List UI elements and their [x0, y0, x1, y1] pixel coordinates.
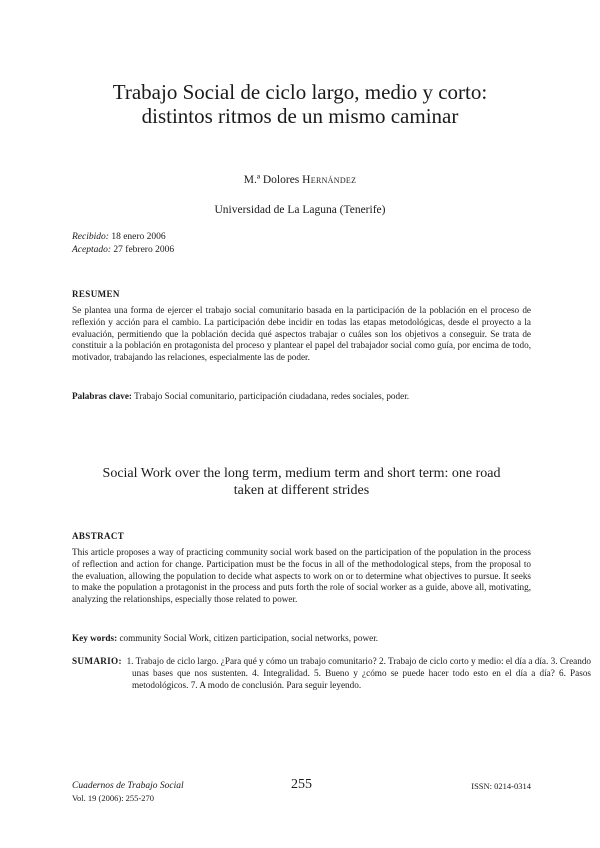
journal-volume: Vol. 19 (2006): 255-270 — [72, 793, 155, 803]
english-title-line-2: taken at different strides — [233, 483, 370, 498]
page-number: 255 — [291, 777, 312, 792]
abstract-keywords-value: community Social Work, citizen participation, social networks, power. — [119, 633, 379, 643]
received-date — [72, 231, 174, 244]
abstract-text: This article proposes a way of practicing community social work based on the participation of the population in the process of reflection and action for change. Participation must be the focus in all of the methodological steps, from the proposal to the evaluation, allowing the population to decide what aspects to work on or to determine what objectives to pursue. It seeks to make the population a protagonist in the process and puts forth the role of social worker as a guide, above all, motivating, analyzing the relationships, especially those related to power. — [72, 547, 531, 605]
resumen-heading: RESUMEN — [72, 289, 120, 299]
sumario-text: 1. Trabajo de ciclo largo. ¿Para qué y cómo un trabajo comunitario? 2. Trabajo de ciclo corto y medio: el día a día. 3. Creando unas bases que nos sustenten. 4. Integralidad. 5. Bueno y ¿cómo se puede hacer todo esto en el día a día? 6. Pasos metodológicos. 7. A modo de conclusión. Para seguir leyendo. — [126, 656, 592, 690]
resumen-text: Se plantea una forma de ejercer el trabajo social comunitario basada en la participación de la población en el proceso de reflexión y acción para el cambio. La participación debe incidir en todas las etapas metodológicas, desde el proyecto a la evaluación, permitiendo que la población decida qué aspectos trabajar o cuáles son los objetivos a conseguir. Se trata de constituir a la población en protagonista del proceso y plantear el papel del trabajador social como guía, por encima de todo, motivador, trabajando las relaciones, especialmente las de poder. — [72, 305, 531, 363]
article-title-line-2: distintos ritmos de un mismo caminar — [141, 104, 459, 128]
author-first-name: M.ª Dolores — [243, 174, 300, 186]
journal-name: Cuadernos de Trabajo Social — [72, 781, 184, 791]
dates — [72, 231, 174, 257]
english-title — [72, 465, 531, 499]
sumario-label: SUMARIO: — [72, 656, 122, 666]
resumen-keywords — [72, 390, 531, 402]
abstract-keywords — [72, 632, 531, 644]
author-last-name: Hernández — [302, 174, 357, 186]
abstract-keywords-label: Key words: — [72, 633, 118, 643]
accepted-date — [72, 244, 174, 257]
received-value: 18 enero 2006 — [111, 232, 166, 242]
article-title — [60, 80, 540, 128]
received-label: Recibido: — [72, 232, 109, 242]
article-title-line-1: Trabajo Social de ciclo largo, medio y corto: — [112, 80, 488, 104]
resumen-keywords-value: Trabajo Social comunitario, participación ciudadana, redes sociales, poder. — [134, 391, 410, 401]
accepted-value: 27 febrero 2006 — [113, 245, 175, 255]
abstract-heading: ABSTRACT — [72, 531, 125, 541]
resumen-keywords-label: Palabras clave: — [72, 391, 132, 401]
english-title-line-1: Social Work over the long term, medium term and short term: one road — [102, 466, 501, 481]
accepted-label: Aceptado: — [72, 245, 112, 255]
affiliation: Universidad de La Laguna (Tenerife) — [214, 204, 386, 216]
issn: ISSN: 0214-0314 — [471, 781, 531, 791]
sumario — [72, 656, 591, 691]
author — [0, 174, 600, 186]
